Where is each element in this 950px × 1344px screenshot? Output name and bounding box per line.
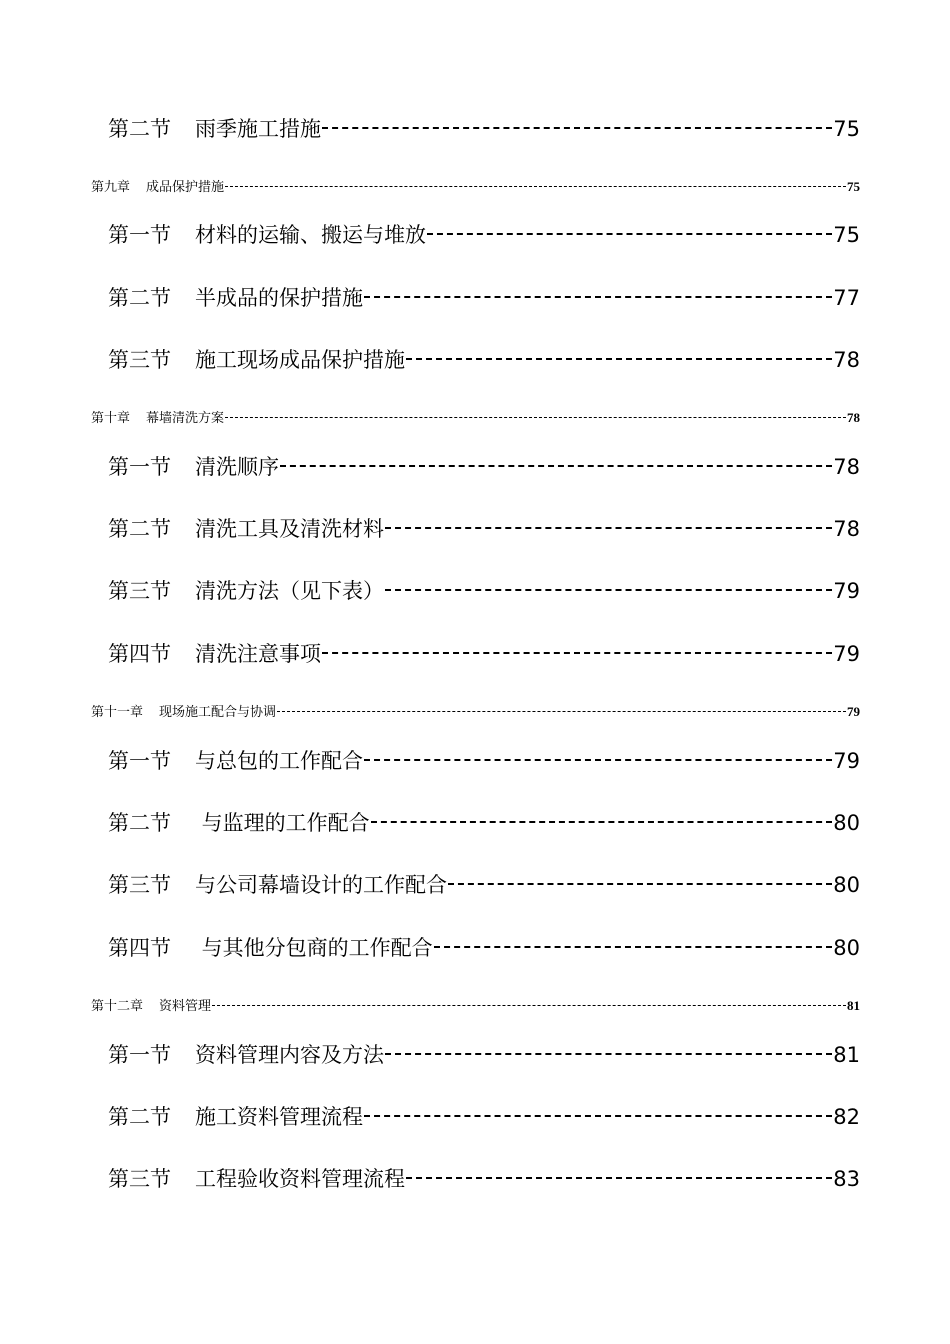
dot-leader	[280, 453, 832, 474]
section-label: 第四节 与其他分包商的工作配合	[108, 936, 433, 960]
toc-chapter-entry[interactable]	[91, 176, 860, 195]
dot-leader	[385, 515, 832, 536]
section-label: 第二节 施工资料管理流程	[108, 1105, 363, 1129]
toc-section-entry[interactable]	[108, 638, 860, 668]
page-number: 79	[833, 749, 860, 773]
dot-leader	[364, 284, 832, 305]
dot-leader	[385, 577, 832, 598]
section-label: 第二节 雨季施工措施	[108, 117, 321, 141]
chapter-label: 第九章 成品保护措施	[91, 180, 225, 195]
page-number: 77	[833, 286, 860, 310]
dot-leader	[364, 1103, 832, 1124]
dot-leader	[225, 178, 846, 191]
section-label: 第二节 与监理的工作配合	[108, 811, 370, 835]
page-number: 80	[833, 811, 860, 835]
dot-leader	[406, 1165, 832, 1186]
dot-leader	[406, 346, 832, 367]
section-label: 第三节 工程验收资料管理流程	[108, 1167, 405, 1191]
dot-leader	[427, 221, 832, 242]
section-label: 第一节 材料的运输、搬运与堆放	[108, 223, 426, 247]
section-label: 第三节 施工现场成品保护措施	[108, 348, 405, 372]
section-label: 第一节 清洗顺序	[108, 455, 279, 479]
page-number: 81	[833, 1043, 860, 1067]
dot-leader	[434, 934, 833, 955]
section-label: 第三节 清洗方法（见下表）	[108, 579, 384, 603]
section-label: 第二节 半成品的保护措施	[108, 286, 363, 310]
section-label: 第四节 清洗注意事项	[108, 642, 321, 666]
chapter-label: 第十章 幕墙清洗方案	[91, 411, 225, 426]
section-label: 第二节 清洗工具及清洗材料	[108, 517, 384, 541]
page-number: 80	[833, 936, 860, 960]
section-label: 第一节 资料管理内容及方法	[108, 1043, 384, 1067]
page-number: 78	[847, 410, 860, 425]
page-number: 80	[833, 873, 860, 897]
page-number: 78	[833, 348, 860, 372]
dot-leader	[322, 640, 832, 661]
page-number: 79	[847, 704, 860, 719]
dot-leader	[385, 1041, 832, 1062]
page-number: 82	[833, 1105, 860, 1129]
chapter-label: 第十一章 现场施工配合与协调	[91, 705, 277, 720]
section-label: 第一节 与总包的工作配合	[108, 749, 363, 773]
toc-section-entry[interactable]	[108, 344, 860, 374]
toc-section-entry[interactable]	[108, 451, 860, 481]
toc-section-entry[interactable]	[108, 745, 860, 775]
toc-section-entry[interactable]	[108, 932, 860, 962]
dot-leader	[212, 997, 846, 1010]
toc-section-entry[interactable]	[108, 1163, 860, 1193]
dot-leader	[277, 703, 846, 716]
page-number: 79	[833, 642, 860, 666]
chapter-label: 第十二章 资料管理	[91, 999, 212, 1014]
page-number: 75	[833, 223, 860, 247]
toc-section-entry[interactable]	[108, 1101, 860, 1131]
toc-section-entry[interactable]	[108, 869, 860, 899]
toc-chapter-entry[interactable]	[91, 407, 860, 426]
toc-section-entry[interactable]	[108, 513, 860, 543]
page-number: 83	[833, 1167, 860, 1191]
dot-leader	[225, 409, 846, 422]
dot-leader	[364, 747, 832, 768]
dot-leader	[322, 115, 832, 136]
toc-section-entry[interactable]	[108, 575, 860, 605]
toc-section-entry[interactable]	[108, 282, 860, 312]
page-number: 78	[833, 517, 860, 541]
toc-section-entry[interactable]	[108, 219, 860, 249]
dot-leader	[448, 871, 832, 892]
page-number: 81	[847, 998, 860, 1013]
page-number: 79	[833, 579, 860, 603]
toc-chapter-entry[interactable]	[91, 995, 860, 1014]
dot-leader	[371, 809, 833, 830]
toc-section-entry[interactable]	[108, 1039, 860, 1069]
toc-section-entry[interactable]	[108, 807, 860, 837]
page-number: 75	[833, 117, 860, 141]
toc-chapter-entry[interactable]	[91, 701, 860, 720]
page-number: 75	[847, 179, 860, 194]
page-number: 78	[833, 455, 860, 479]
section-label: 第三节 与公司幕墙设计的工作配合	[108, 873, 447, 897]
toc-section-entry[interactable]	[108, 113, 860, 143]
